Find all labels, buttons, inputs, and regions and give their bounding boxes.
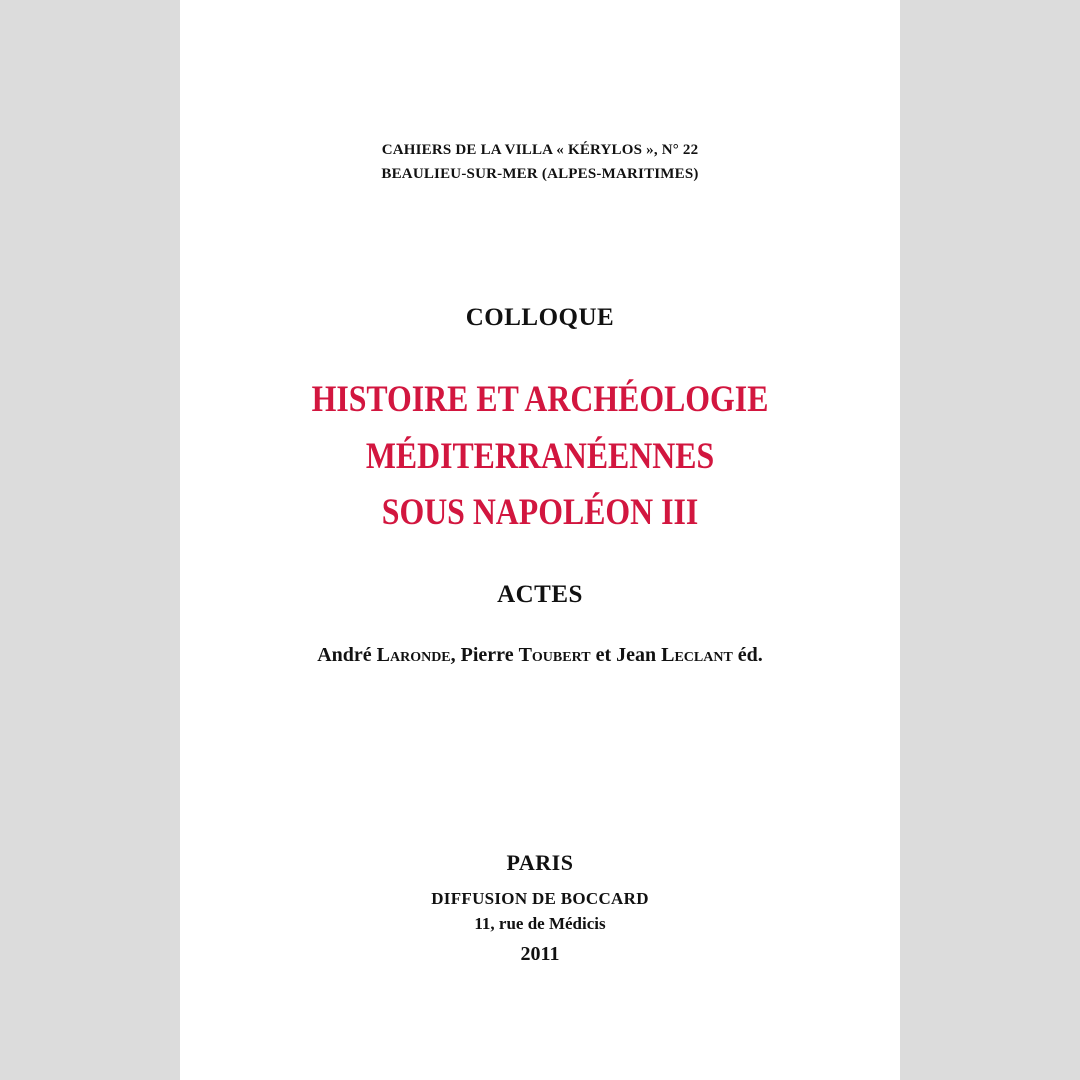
title-line-3: SOUS NAPOLÉON III <box>381 492 699 533</box>
editors-separator-1: , <box>450 644 461 666</box>
series-line-1: CAHIERS DE LA VILLA « KÉRYLOS », N° 22 <box>381 142 699 158</box>
colloque-heading: COLLOQUE <box>465 304 615 331</box>
actes-heading: ACTES <box>497 581 583 608</box>
editors-suffix: éd. <box>732 644 763 666</box>
editors-separator-2: et <box>590 644 617 666</box>
book-title-page <box>180 0 900 1080</box>
editor-3-last-name: Leclant <box>661 644 733 666</box>
editor-1-first-name: André <box>317 644 372 666</box>
publisher-name: DIFFUSION DE BOCCARD <box>431 889 649 908</box>
title-line-1: HISTOIRE ET ARCHÉOLOGIE <box>311 379 769 420</box>
editor-2-first-name: Pierre <box>460 644 514 666</box>
title-line-2: MÉDITERRANÉENNES <box>365 436 715 477</box>
series-line-2: BEAULIEU-SUR-MER (ALPES-MARITIMES) <box>381 166 699 182</box>
editor-1-last-name: Laronde <box>376 644 451 666</box>
publication-city: PARIS <box>506 850 574 875</box>
publisher-address: 11, rue de Médicis <box>474 914 606 933</box>
editor-3-first-name: Jean <box>616 644 657 666</box>
publication-year: 2011 <box>520 943 560 965</box>
editors-line <box>180 645 900 665</box>
editor-2-last-name: Toubert <box>518 644 591 666</box>
